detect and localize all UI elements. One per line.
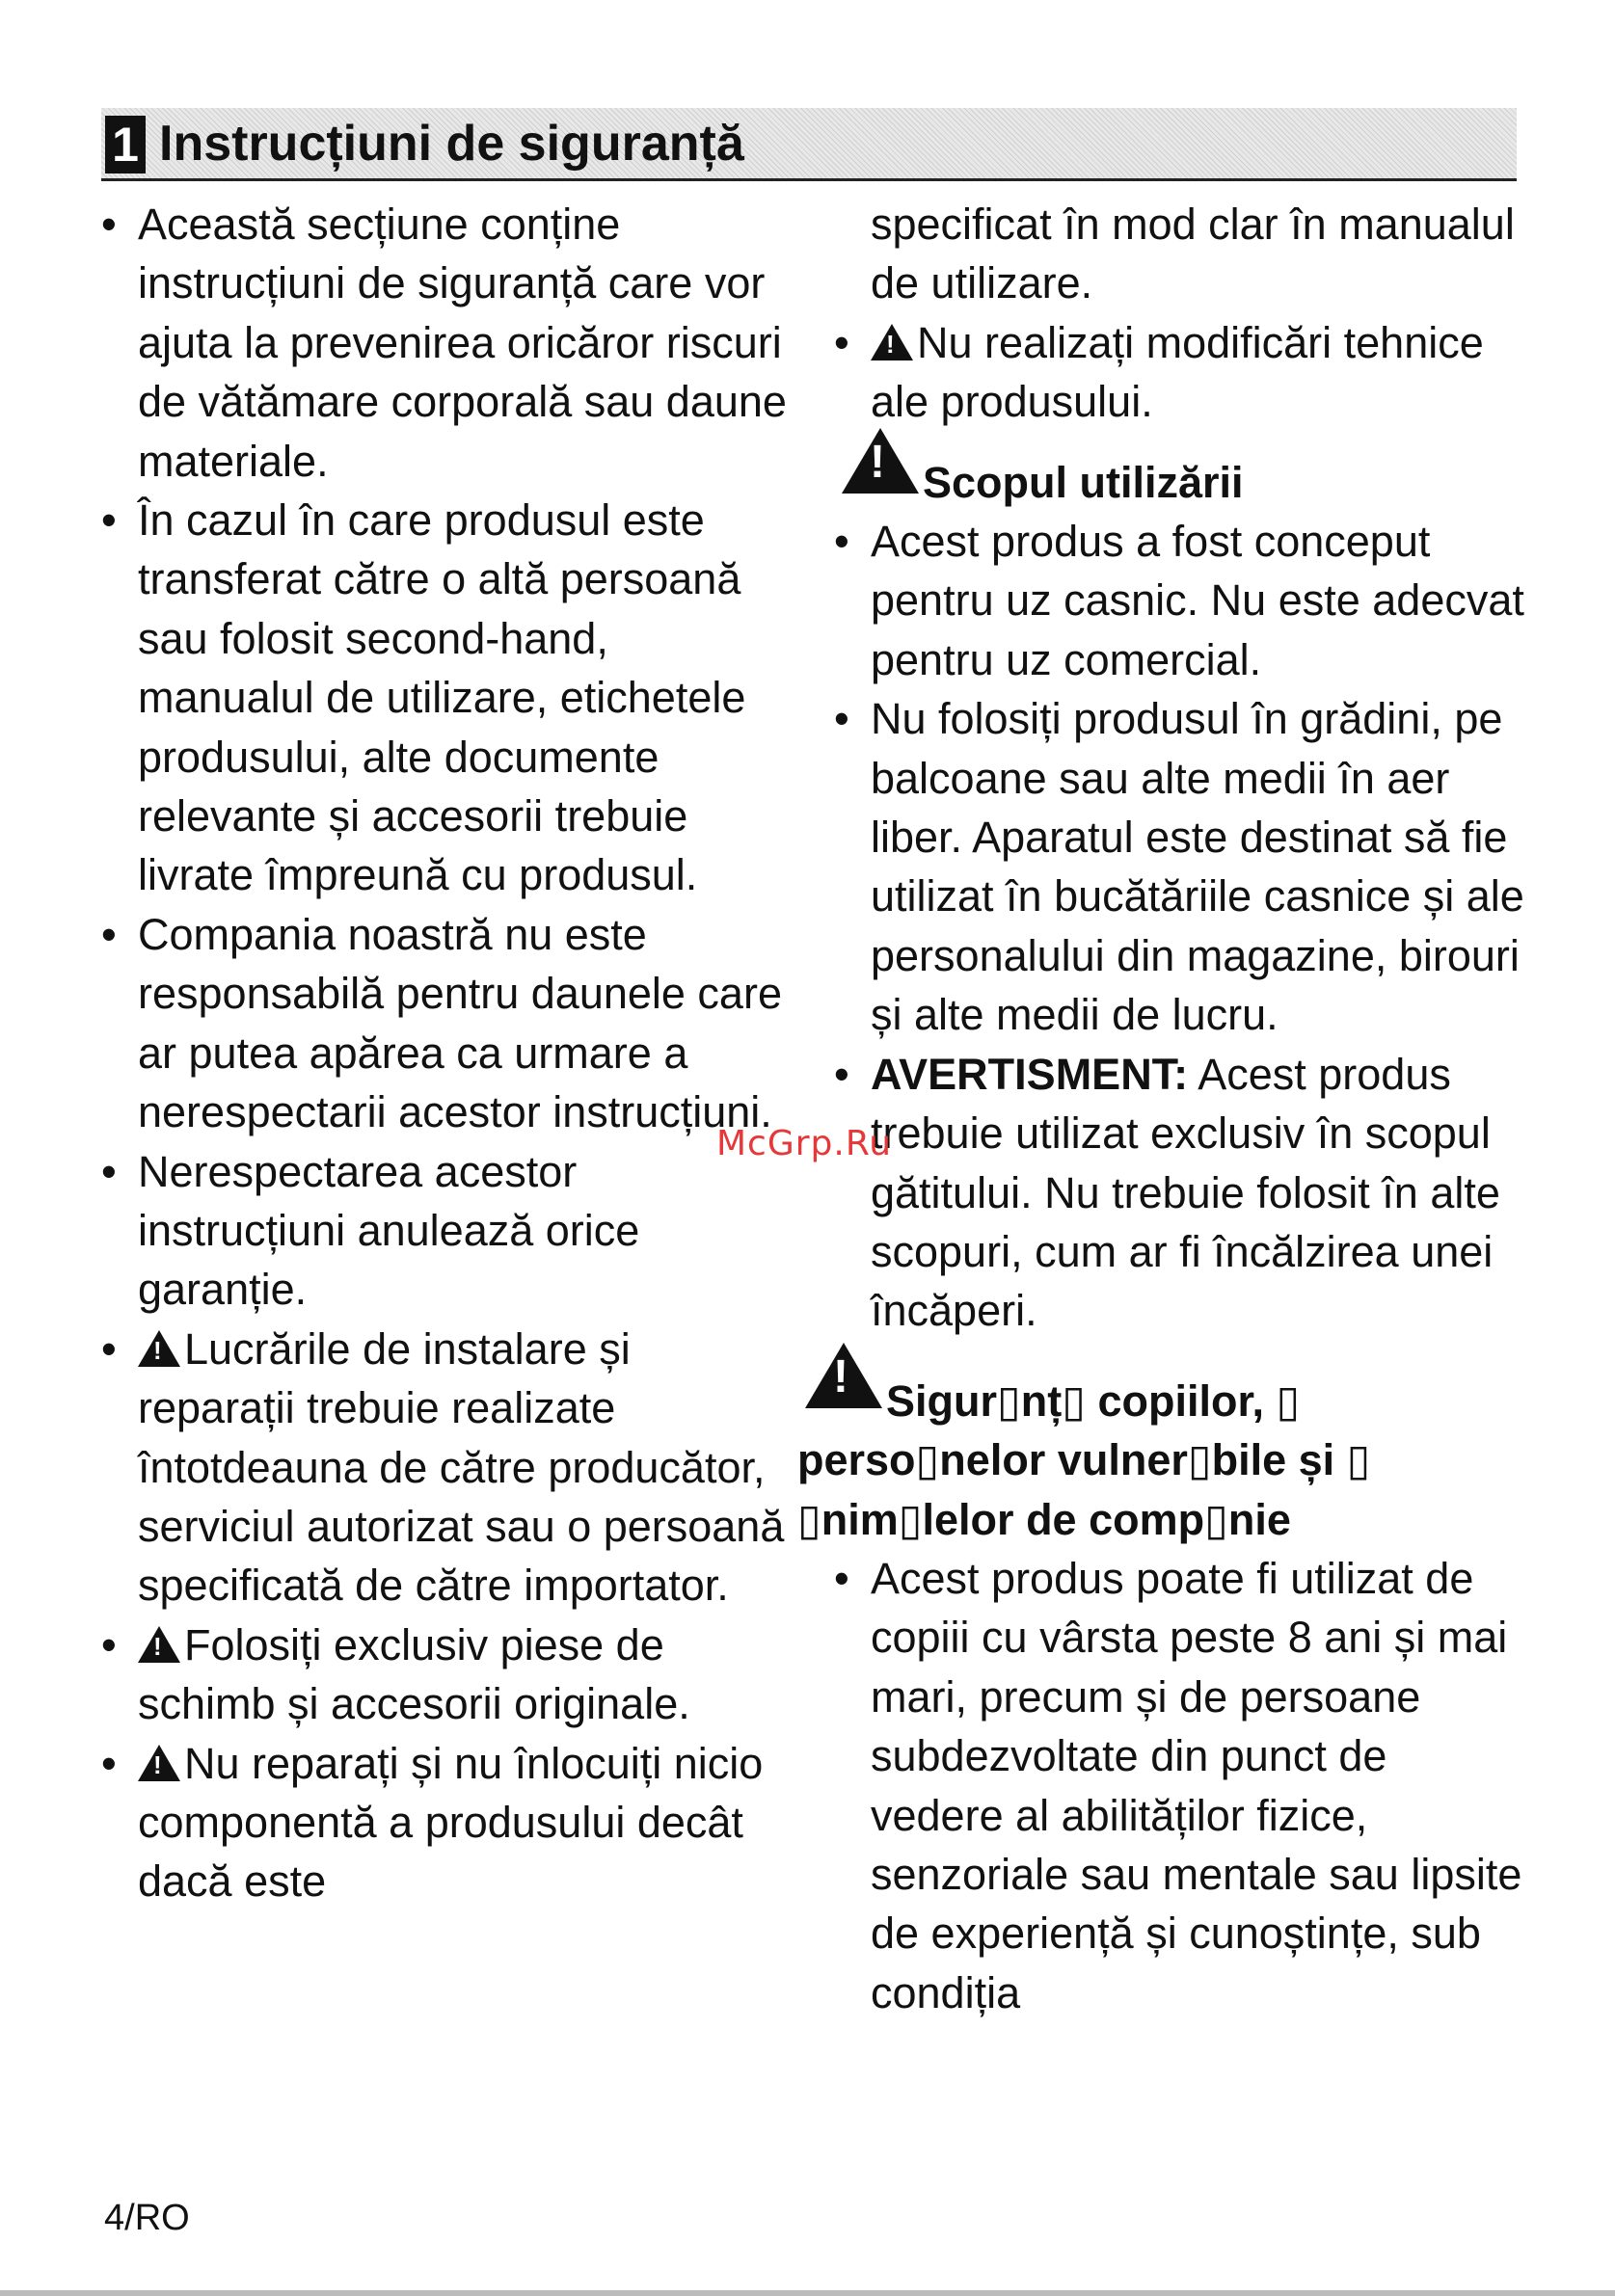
list-item xyxy=(834,1549,1528,2022)
page-number: 4/RO xyxy=(104,2198,190,2238)
section-heading-children xyxy=(797,1372,1472,1549)
warning-icon xyxy=(805,1343,882,1408)
list-item-text: Această secțiune conține instrucțiuni de siguranță care vor ajuta la prevenirea oricăror riscuri de vătămare corporală sau daune materiale. xyxy=(138,200,787,486)
list-item-text: Acest produs a fost conceput pentru uz casnic. Nu este adecvat pentru uz comercial. xyxy=(871,517,1524,684)
children-list xyxy=(834,1549,1528,2022)
warning-icon xyxy=(138,1745,180,1781)
list-item xyxy=(101,1615,795,1734)
section-heading-text: Sigur▯nț▯ copiilor, ▯ perso▯nelor vulner▯bile și ▯ ▯nim▯lelor de comp▯nie xyxy=(797,1375,1371,1544)
list-item xyxy=(101,905,795,1142)
safety-list xyxy=(834,313,1528,432)
list-item-text: Compania noastră nu este responsabilă pentru daunele care ar putea apărea ca urmare a nerespectarii acestor instrucțiuni. xyxy=(138,909,782,1137)
list-item-text: Nerespectarea acestor instrucțiuni anulează orice garanție. xyxy=(138,1146,640,1315)
page-title: Instrucțiuni de siguranță xyxy=(159,116,744,172)
list-item-text: În cazul în care produsul este transferat către o altă persoană sau folosit second-hand, manualul de utilizare, etichetele produsului, alte documente relevante și accesorii trebuie livrate împreună cu produsul. xyxy=(138,495,746,900)
list-item-text: Acest produs trebuie utilizat exclusiv în scopul gătitului. Nu trebuie folosit în alte scopuri, cum ar fi încălzirea unei încăperi. xyxy=(871,1049,1500,1336)
list-item xyxy=(101,1142,795,1320)
list-item-text: Nu realizați modificări tehnice ale produsului. xyxy=(871,317,1484,427)
safety-list xyxy=(101,195,795,1911)
list-item xyxy=(101,1320,795,1615)
section-header-bar xyxy=(101,108,1517,181)
warning-icon xyxy=(138,1330,180,1367)
section-heading-text: Scopul utilizării xyxy=(923,457,1244,507)
continued-text: specificat în mod clar în manualul de utilizare. xyxy=(871,200,1515,308)
list-item xyxy=(834,512,1528,689)
list-item xyxy=(101,1734,795,1911)
warning-label: AVERTISMENT: xyxy=(871,1049,1189,1099)
list-item xyxy=(834,313,1528,432)
list-item-text: Folosiți exclusiv piese de schimb și accesorii originale. xyxy=(138,1619,690,1729)
warning-icon xyxy=(138,1626,180,1663)
list-item-text: Acest produs poate fi utilizat de copiii cu vârsta peste 8 ani și mai mari, precum și de persoane subdezvoltate din punct de vedere al abilităților fizice, senzoriale sau mentale sau lipsite de experiență și cunoștințe, sub condiția xyxy=(871,1553,1522,2017)
watermark: McGrp.Ru xyxy=(716,1124,893,1163)
list-item xyxy=(101,491,795,905)
chapter-number: 1 xyxy=(105,116,146,174)
section-heading-usage xyxy=(834,453,1528,512)
left-column xyxy=(101,195,795,1911)
bottom-rule xyxy=(0,2290,1615,2296)
list-item-text: Nu reparați și nu înlocuiți nicio componentă a produsului decât dacă este xyxy=(138,1738,764,1907)
list-item xyxy=(101,195,795,491)
list-item xyxy=(834,1045,1528,1341)
usage-list xyxy=(834,512,1528,1341)
list-item xyxy=(834,689,1528,1044)
warning-icon xyxy=(871,324,913,360)
list-item-text: Lucrările de instalare și reparații trebuie realizate întotdeauna de către producător, serviciul autorizat sau o persoană specificată de către importator. xyxy=(138,1323,785,1611)
warning-icon xyxy=(842,428,919,494)
list-item-text: Nu folosiți produsul în grădini, pe balcoane sau alte medii în aer liber. Aparatul este destinat să fie utilizat în bucătăriile casnice și ale personalului din magazine, birouri și alte medii de lucru. xyxy=(871,694,1524,1040)
